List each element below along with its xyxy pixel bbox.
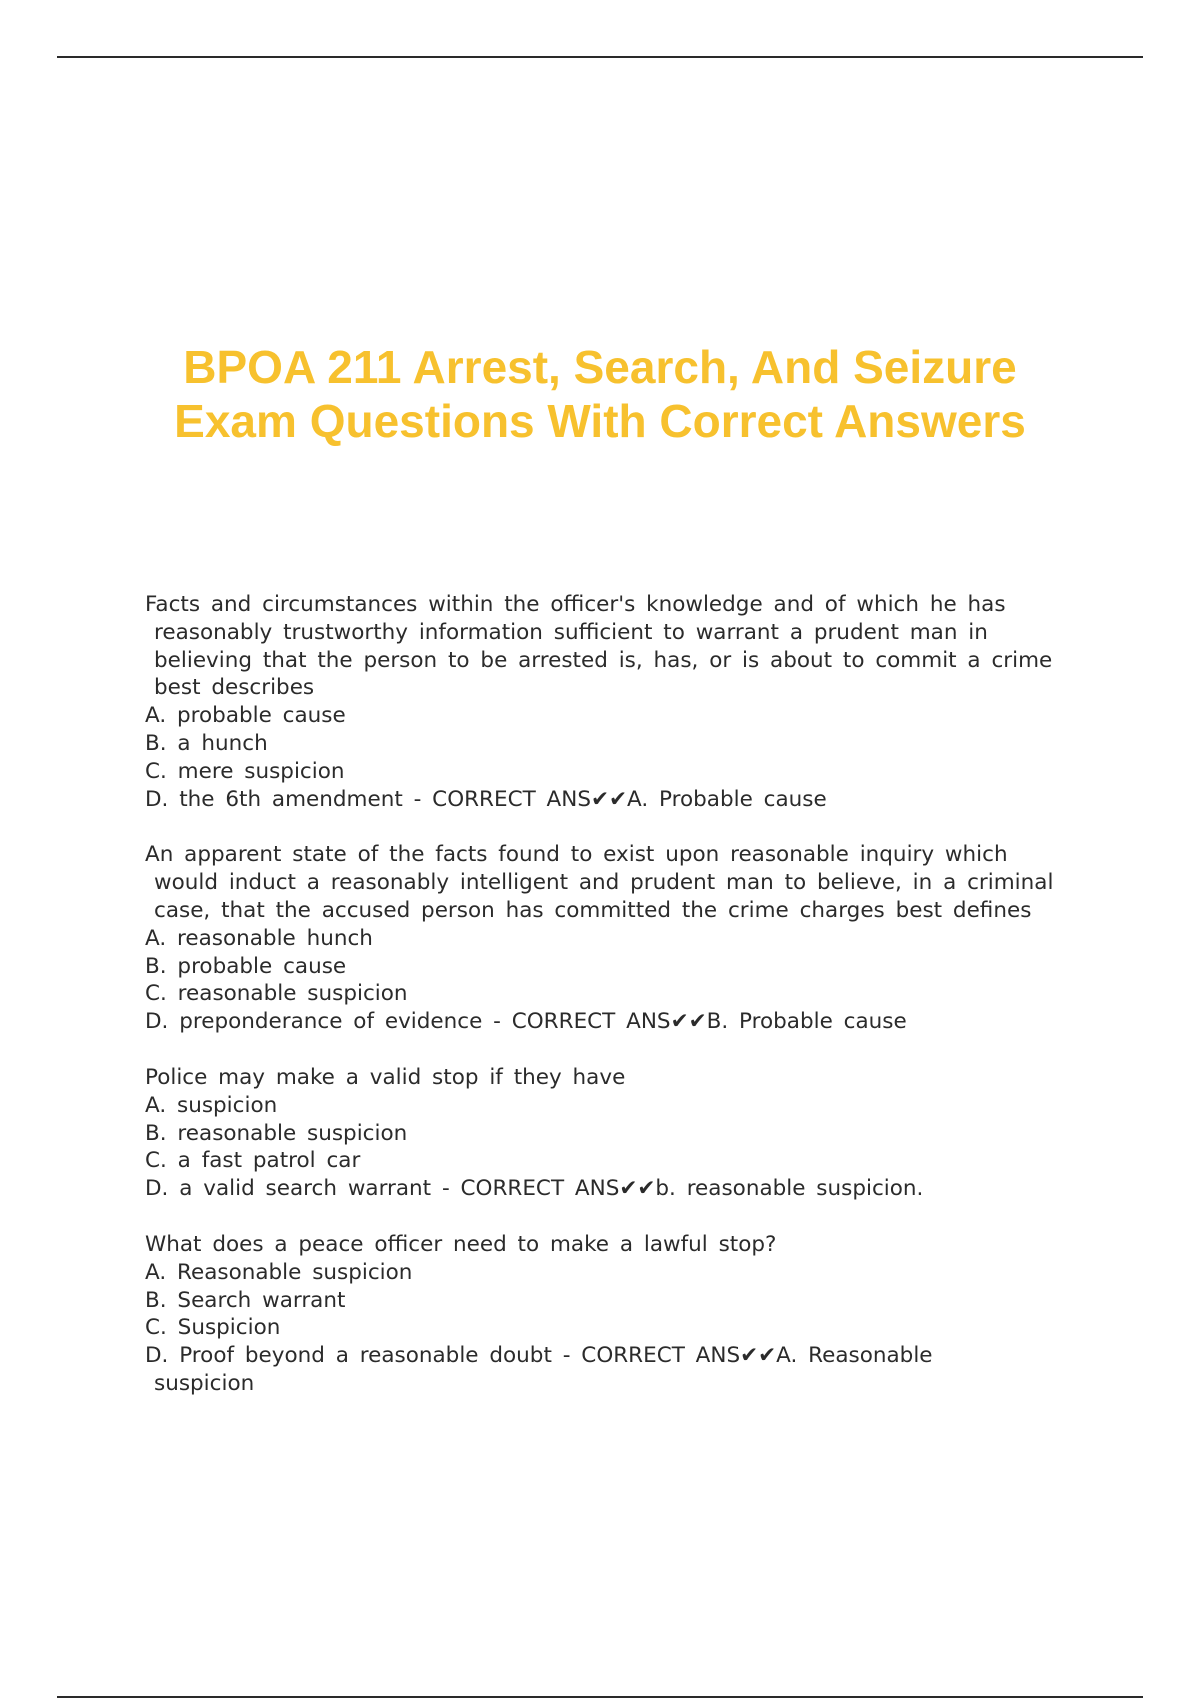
question-stem-line: What does a peace officer need to make a lawful stop? xyxy=(145,1231,777,1257)
question-item xyxy=(145,1231,1095,1398)
answer-option: B. reasonable suspicion xyxy=(145,1120,408,1146)
question-list xyxy=(145,591,1095,1426)
answer-option: A. probable cause xyxy=(145,703,346,729)
question-stem-line: best describes xyxy=(154,675,315,701)
answer-option-continuation: suspicion xyxy=(154,1370,255,1396)
answer-option: B. probable cause xyxy=(145,953,347,979)
question-stem-line: case, that the accused person has committed the crime charges best defines xyxy=(154,897,1032,923)
answer-option-with-correct-answer: D. preponderance of evidence - CORRECT ANS✔✔B. Probable cause xyxy=(145,1009,907,1035)
answer-option: C. Suspicion xyxy=(145,1315,281,1341)
answer-option-with-correct-answer: D. a valid search warrant - CORRECT ANS✔✔b. reasonable suspicion. xyxy=(145,1176,924,1202)
answer-option: C. a fast patrol car xyxy=(145,1148,361,1174)
question-stem-line: Facts and circumstances within the officer's knowledge and of which he has xyxy=(145,592,1006,617)
document-title xyxy=(0,340,1200,448)
title-line: BPOA 211 Arrest, Search, And Seizure xyxy=(183,341,1017,393)
answer-option-with-correct-answer: D. Proof beyond a reasonable doubt - CORRECT ANS✔✔A. Reasonable xyxy=(145,1343,933,1369)
footer-rule xyxy=(57,1696,1143,1698)
question-item xyxy=(145,591,1095,813)
header-rule xyxy=(57,56,1143,58)
answer-option: A. reasonable hunch xyxy=(145,925,373,951)
answer-option: C. mere suspicion xyxy=(145,758,345,784)
answer-option: A. suspicion xyxy=(145,1092,278,1118)
question-stem-line: An apparent state of the facts found to exist upon reasonable inquiry which xyxy=(145,842,1008,868)
question-stem-line: believing that the person to be arrested is, has, or is about to commit a crime xyxy=(154,647,1053,673)
answer-option: B. Search warrant xyxy=(145,1287,346,1313)
question-item xyxy=(145,1064,1095,1203)
answer-option-with-correct-answer: D. the 6th amendment - CORRECT ANS✔✔A. Probable cause xyxy=(145,786,827,812)
answer-option: B. a hunch xyxy=(145,730,268,756)
question-stem-line: Police may make a valid stop if they have xyxy=(145,1064,626,1090)
question-item xyxy=(145,841,1095,1036)
question-stem-line: reasonably trustworthy information sufficient to warrant a prudent man in xyxy=(154,619,988,645)
question-stem-line: would induct a reasonably intelligent and prudent man to believe, in a criminal xyxy=(154,870,1054,896)
answer-option: A. Reasonable suspicion xyxy=(145,1259,413,1285)
title-line: Exam Questions With Correct Answers xyxy=(174,395,1026,447)
answer-option: C. reasonable suspicion xyxy=(145,981,408,1007)
